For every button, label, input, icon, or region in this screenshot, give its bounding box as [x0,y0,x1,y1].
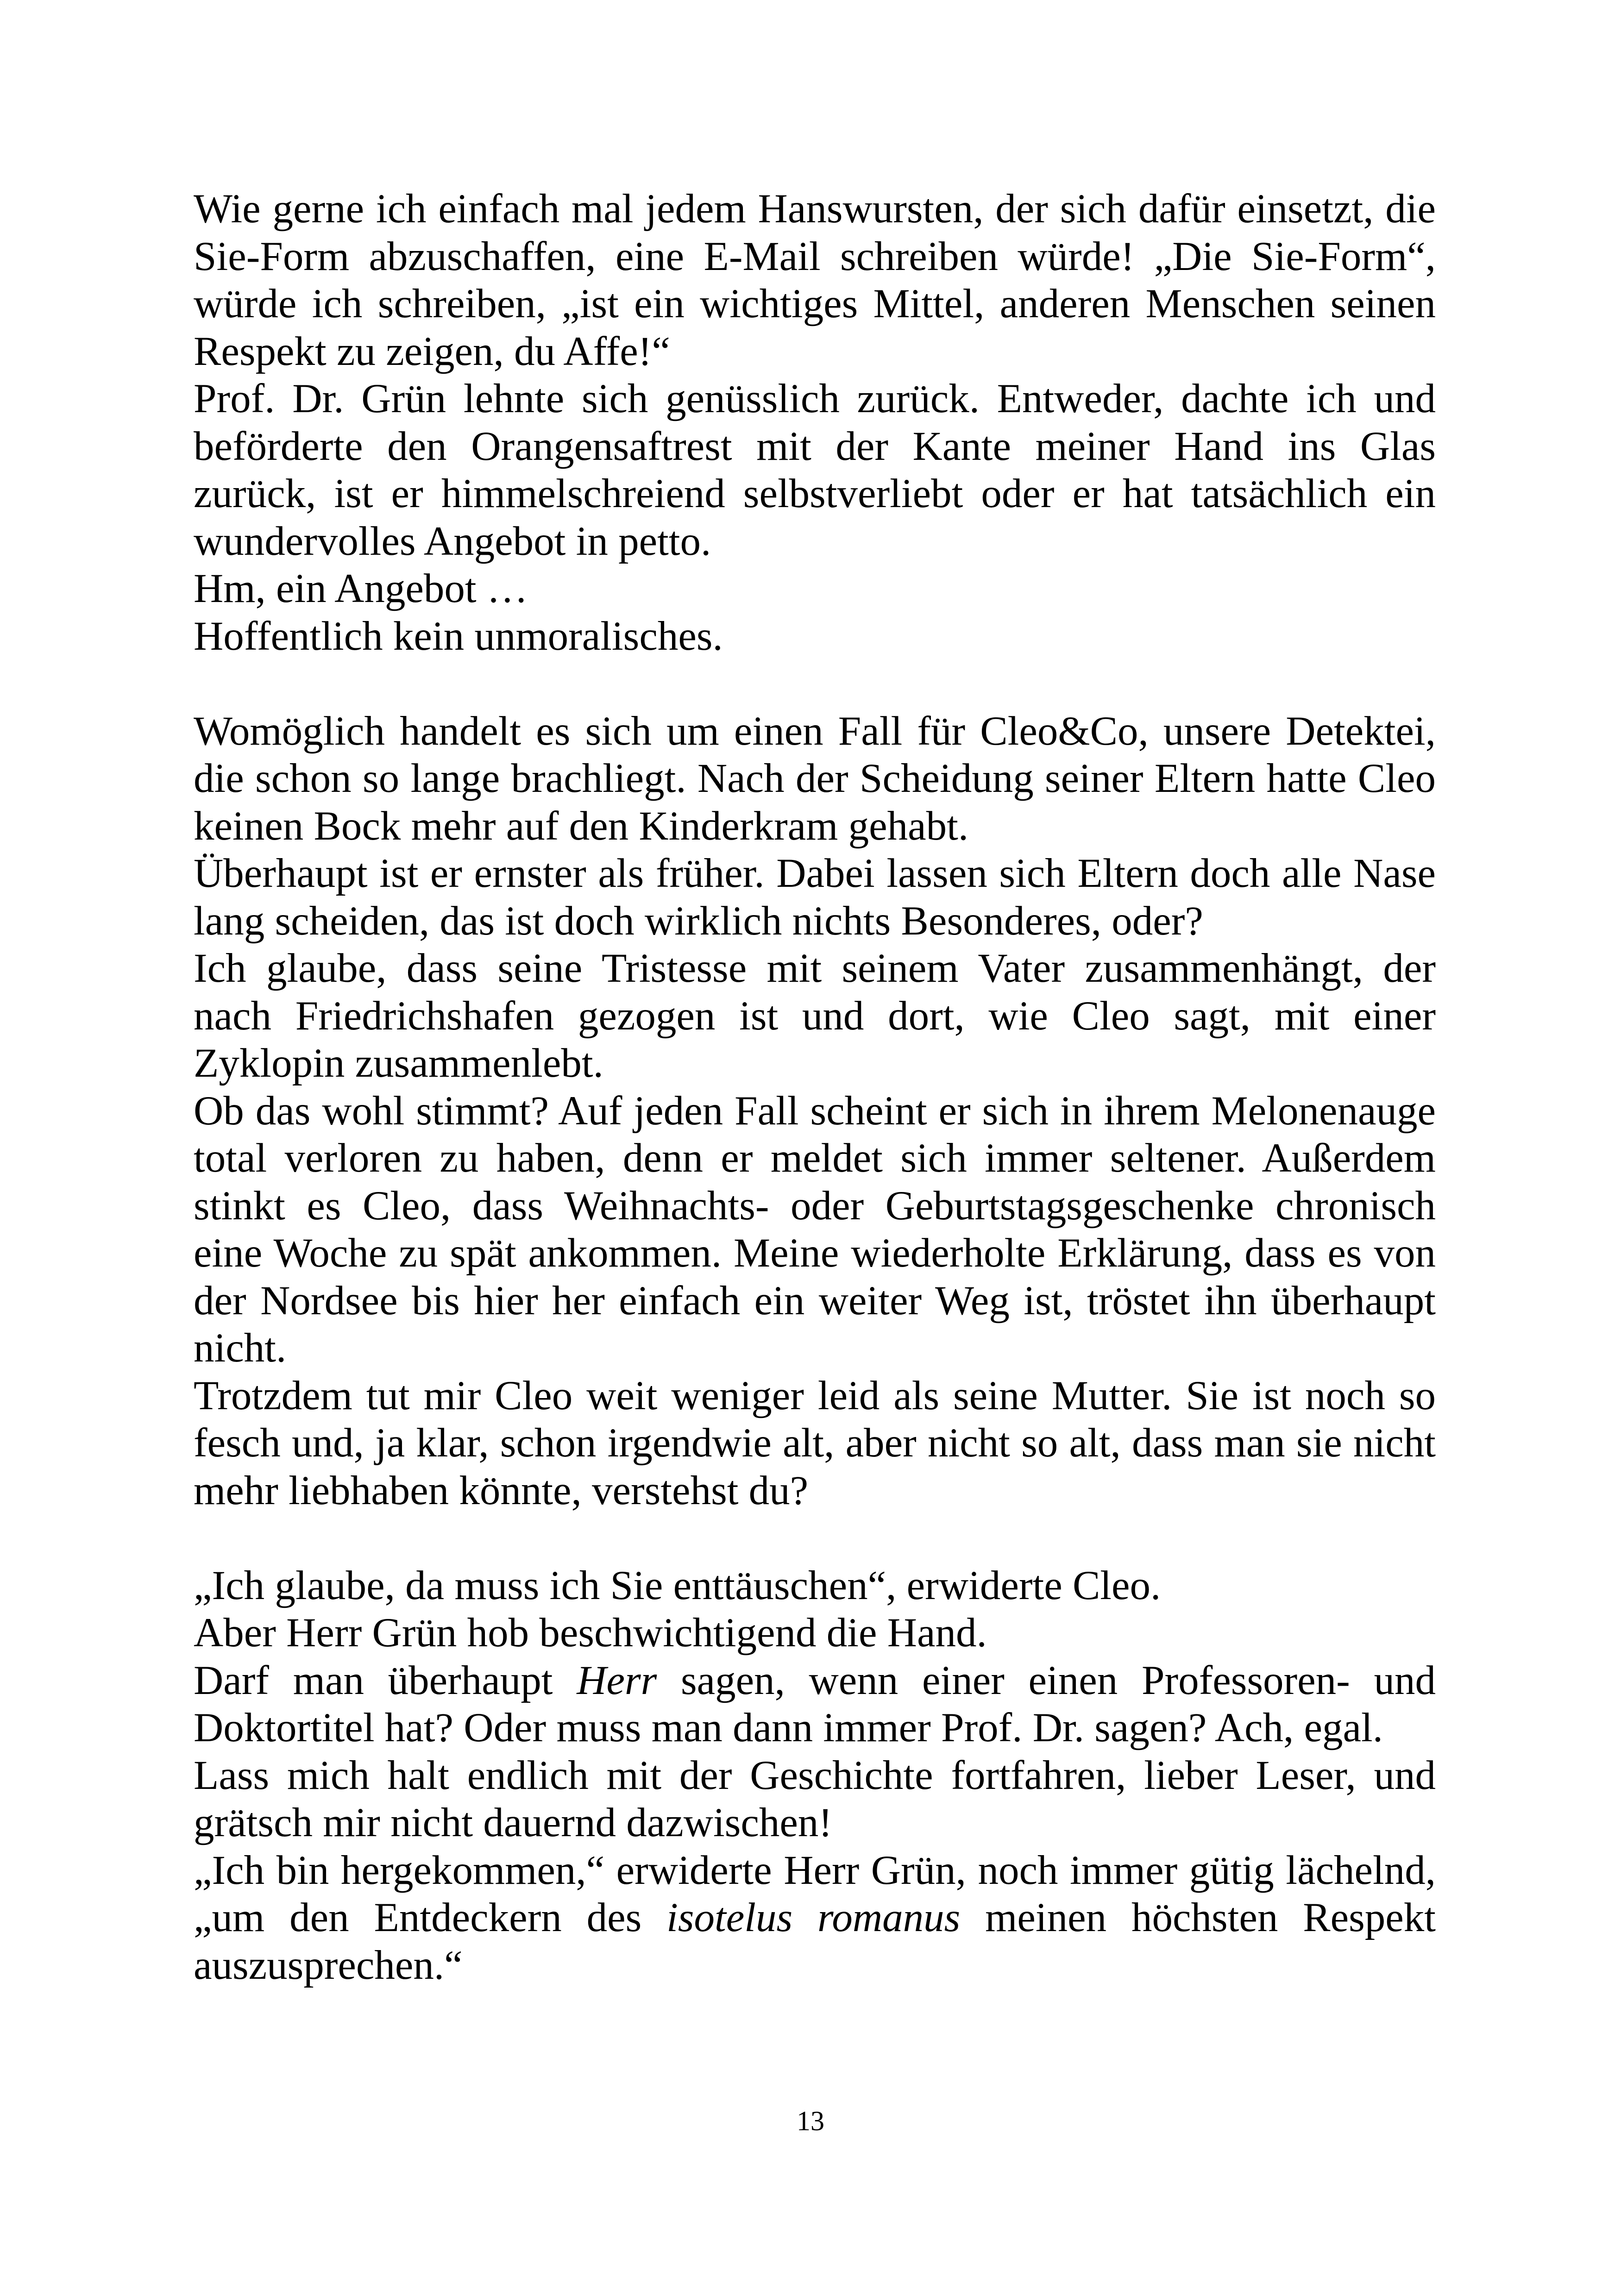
text-line: zurück, ist er himmelschreiend selbstverliebt oder er hat tatsächlich ein [194,471,1436,516]
text-line: keinen Bock mehr auf den Kinderkram gehabt. [194,803,969,849]
page-number: 13 [797,2106,824,2136]
paragraph-gap [194,1514,1436,1562]
text-line: „um den Entdeckern des isotelus romanus meinen höchsten Respekt [194,1895,1436,1940]
paragraph-gap [194,660,1436,708]
text-line: würde ich schreiben, „ist ein wichtiges Mittel, anderen Menschen seinen [194,281,1436,326]
text-line: Darf man überhaupt Herr sagen, wenn einer einen Professoren- und [194,1657,1436,1703]
body-text [194,185,1436,1989]
italic-term: Herr [577,1657,657,1703]
text-line: Wie gerne ich einfach mal jedem Hanswursten, der sich dafür einsetzt, die [194,186,1436,232]
text-line: lang scheiden, das ist doch wirklich nichts Besonderes, oder? [194,898,1203,944]
text-line: Hm, ein Angebot … [194,566,528,611]
text-line: die schon so lange brachliegt. Nach der Scheidung seiner Eltern hatte Cleo [194,756,1436,801]
text-line: eine Woche zu spät ankommen. Meine wiederholte Erklärung, dass es von [194,1230,1436,1276]
text-line: Ob das wohl stimmt? Auf jeden Fall scheint er sich in ihrem Melonenauge [194,1088,1436,1134]
text-line: mehr liebhaben könnte, verstehst du? [194,1468,809,1513]
italic-term: isotelus romanus [666,1895,961,1940]
text-line: der Nordsee bis hier her einfach ein weiter Weg ist, tröstet ihn überhaupt [194,1278,1436,1324]
text-line: total verloren zu haben, denn er meldet sich immer seltener. Außerdem [194,1135,1436,1181]
text-line: beförderte den Orangensaftrest mit der Kante meiner Hand ins Glas [194,423,1436,469]
text-line: Respekt zu zeigen, du Affe!“ [194,328,670,374]
text-line: Hoffentlich kein unmoralisches. [194,613,723,659]
text-line: Lass mich halt endlich mit der Geschichte fortfahren, lieber Leser, und [194,1752,1436,1798]
text-line: Sie-Form abzuschaffen, eine E-Mail schreiben würde! „Die Sie-Form“, [194,233,1436,279]
text-line: Doktortitel hat? Oder muss man dann immer Prof. Dr. sagen? Ach, egal. [194,1705,1383,1750]
text-line: Trotzdem tut mir Cleo weit weniger leid als seine Mutter. Sie ist noch so [194,1373,1436,1418]
text-line: Womöglich handelt es sich um einen Fall für Cleo&Co, unsere Detektei, [194,708,1436,754]
text-line: „Ich bin hergekommen,“ erwiderte Herr Grün, noch immer gütig lächelnd, [194,1847,1436,1893]
text-line: fesch und, ja klar, schon irgendwie alt, aber nicht so alt, dass man sie nicht [194,1420,1436,1466]
text-line: Zyklopin zusammenlebt. [194,1041,603,1086]
text-line: nach Friedrichshafen gezogen ist und dort, wie Cleo sagt, mit einer [194,993,1436,1039]
text-line: Überhaupt ist er ernster als früher. Dabei lassen sich Eltern doch alle Nase [194,851,1436,896]
text-line: stinkt es Cleo, dass Weihnachts- oder Geburtstagsgeschenke chronisch [194,1183,1436,1229]
text-line: „Ich glaube, da muss ich Sie enttäuschen“, erwiderte Cleo. [194,1562,1161,1608]
text-line: Prof. Dr. Grün lehnte sich genüsslich zurück. Entweder, dachte ich und [194,376,1436,421]
text-line: Ich glaube, dass seine Tristesse mit seinem Vater zusammenhängt, der [194,946,1436,991]
text-line: wundervolles Angebot in petto. [194,518,711,564]
text-line: grätsch mir nicht dauernd dazwischen! [194,1800,832,1845]
text-line: auszusprechen.“ [194,1942,463,1988]
text-line: nicht. [194,1325,287,1371]
text-line: Aber Herr Grün hob beschwichtigend die Hand. [194,1610,987,1656]
